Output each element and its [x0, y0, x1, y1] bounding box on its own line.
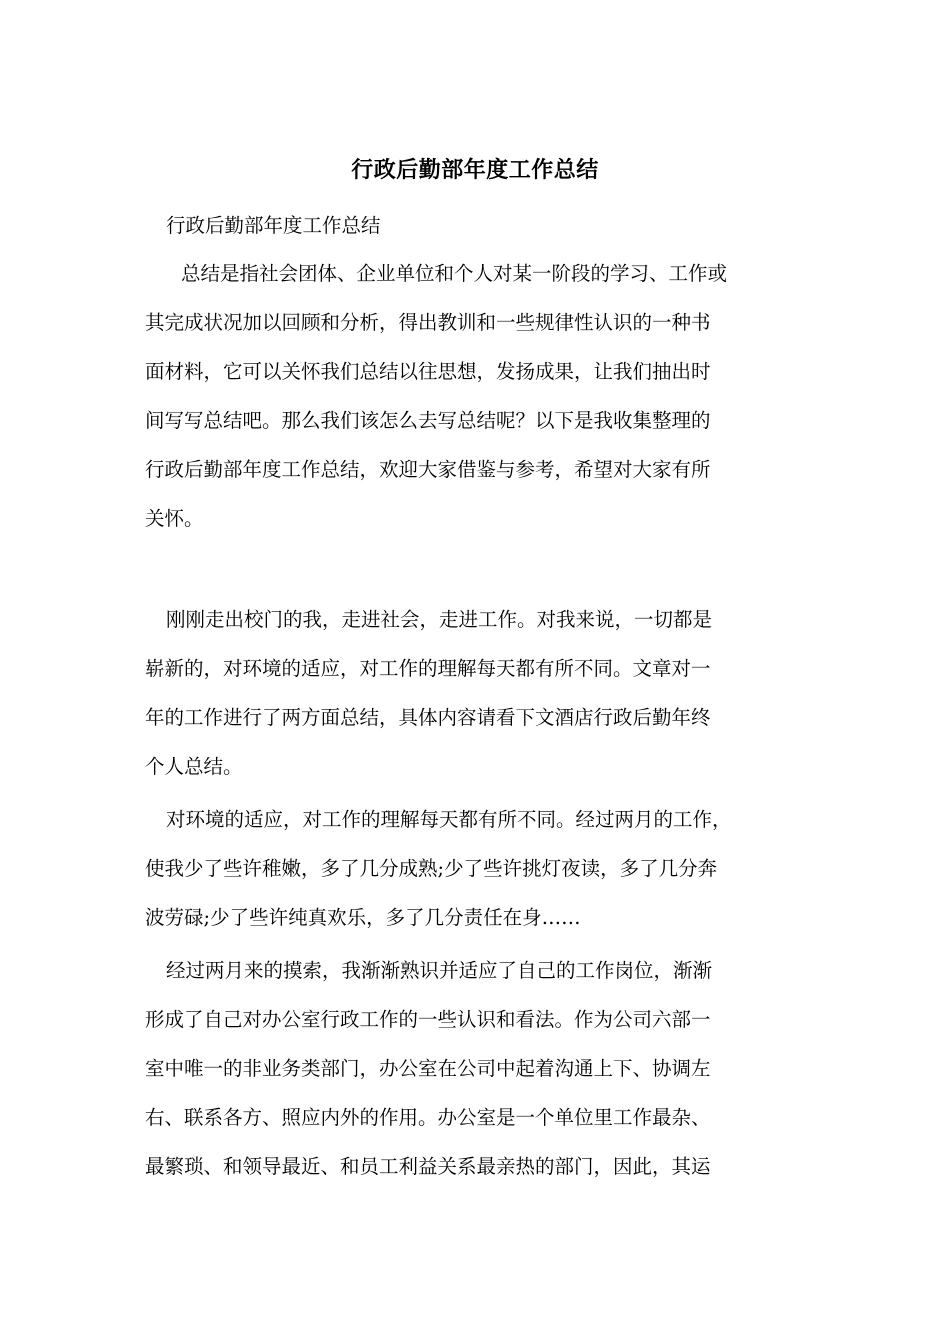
paragraph-line: 总结是指社会团体、企业单位和个人对某一阶段的学习、工作或 — [181, 262, 728, 285]
paragraph-line: 形成了自己对办公室行政工作的一些认识和看法。作为公司六部一 — [145, 1008, 711, 1031]
paragraph-line: 室中唯一的非业务类部门，办公室在公司中起着沟通上下、协调左 — [145, 1057, 711, 1080]
paragraph-line: 对环境的适应，对工作的理解每天都有所不同。经过两月的工作， — [166, 808, 732, 831]
paragraph-line: 其完成状况加以回顾和分析，得出教训和一些规律性认识的一种书 — [145, 311, 711, 334]
paragraph-line: 关怀。 — [145, 507, 204, 530]
paragraph-line: 使我少了些许稚嫩，多了几分成熟;少了些许挑灯夜读，多了几分奔 — [145, 857, 718, 880]
document-title: 行政后勤部年度工作总结 — [351, 157, 599, 183]
paragraph-line: 波劳碌;少了些许纯真欢乐，多了几分责任在身…… — [145, 906, 581, 929]
document-subtitle: 行政后勤部年度工作总结 — [166, 214, 381, 237]
paragraph-line: 崭新的，对环境的适应，对工作的理解每天都有所不同。文章对一 — [145, 657, 711, 680]
paragraph-line: 间写写总结吧。那么我们该怎么去写总结呢？以下是我收集整理的 — [145, 409, 711, 432]
paragraph-line: 最繁琐、和领导最近、和员工利益关系最亲热的部门，因此，其运 — [145, 1155, 711, 1178]
paragraph-line: 面材料，它可以关怀我们总结以往思想，发扬成果，让我们抽出时 — [145, 360, 711, 383]
paragraph-line: 年的工作进行了两方面总结，具体内容请看下文酒店行政后勤年终 — [145, 706, 711, 729]
paragraph-line: 右、联系各方、照应内外的作用。办公室是一个单位里工作最杂、 — [145, 1106, 711, 1129]
paragraph-line: 行政后勤部年度工作总结，欢迎大家借鉴与参考，希望对大家有所 — [145, 458, 711, 481]
paragraph-line: 个人总结。 — [145, 755, 243, 778]
paragraph-line: 刚刚走出校门的我，走进社会，走进工作。对我来说，一切都是 — [166, 608, 713, 631]
paragraph-line: 经过两月来的摸索，我渐渐熟识并适应了自己的工作岗位，渐渐 — [166, 959, 713, 982]
